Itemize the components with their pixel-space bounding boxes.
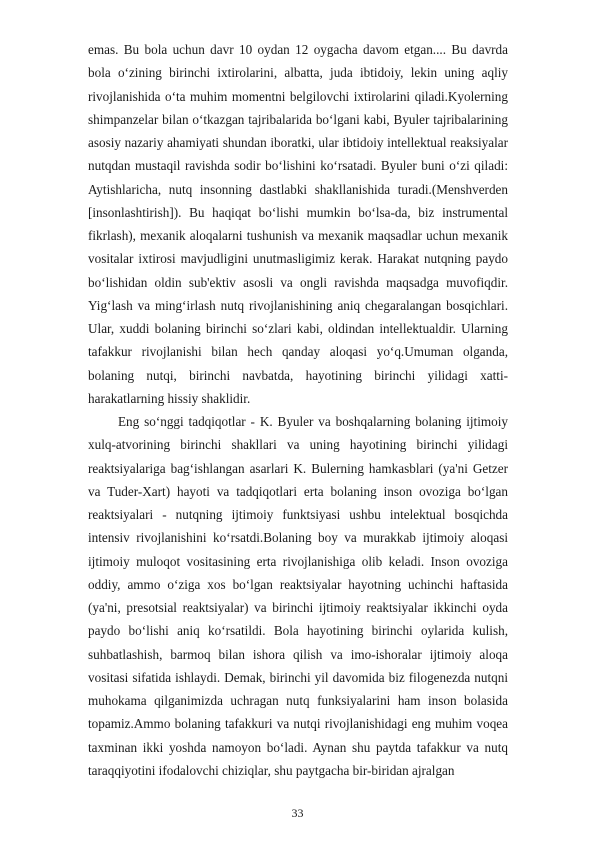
body-text [88, 38, 508, 782]
paragraph-continuation: emas. Bu bola uchun davr 10 oydan 12 oygacha davom etgan.... Bu davrda bola o‘zining birinchi ixtirolarini, albatta, juda ibtidoiy, lekin uning aqliy rivojlanishida o‘ta muhim momentni belgilovchi ixtirolarini qiladi.Kyolerning shimpanzelar bilan o‘tkazgan tajribalarida bo‘lgani kabi, Byuler tajribalarining asosiy nazariy ahamiyati shundan iboratki, ular ibtidoiy intellektual reaksiyalar nutqdan mustaqil ravishda sodir bo‘lishini ko‘rsatadi. Byuler buni o‘zi qiladi: Aytishlaricha, nutq insonning dastlabki shakllanishida turadi.(Menshverden [insonlashtirish]). Bu haqiqat bo‘lishi mumkin bo‘lsa-da, biz instrumental fikrlash), mexanik aloqalarni tushunish va mexanik maqsadlar uchun mexanik vositalar ixtirosi mavjudligini unutmasligimiz kerak. Harakat nutqning paydo bo‘lishidan oldin sub'ektiv asosli va ongli ravishda maqsadga muvofiqdir. Yig‘lash va ming‘irlash nutq rivojlanishining aniq chegaralangan bosqichlari. Ular, xuddi bolaning birinchi so‘zlari kabi, oldindan intellektualdir. Ularning tafakkur rivojlanishi bilan hech qanday aloqasi yo‘q.Umuman olganda, bolaning nutqi, birinchi navbatda, hayotining birinchi yilidagi xatti-harakatlarning hissiy shaklidir. [88, 42, 508, 406]
page-number: 33 [291, 806, 304, 820]
paragraph-research: Eng so‘nggi tadqiqotlar - K. Byuler va boshqalarning bolaning ijtimoiy xulq-atvorining birinchi shakllari va uning hayotining birinchi yilidagi reaktsiyalariga bag‘ishlangan asarlari K. Bulerning hamkasblari (ya'ni Getzer va Tuder-Xart) hayoti va tadqiqotlari erta bolaning inson ovoziga bo‘lgan reaktsiyalari - nutqning ijtimoiy funktsiyasi ushbu intelektual bosqichda intensiv rivojlanishini ko‘rsatdi.Bolaning boy va murakkab ijtimoiy aloqasi ijtimoiy muloqot vositasining erta rivojlanishiga olib keladi. Inson ovoziga oddiy, ammo o‘ziga xos bo‘lgan reaktsiyalar hayotning uchinchi haftasida (ya'ni, presotsial reaktsiyalar) va birinchi ijtimoiy reaktsiyalar ikkinchi oyda paydo bo‘lishi aniq ko‘rsatildi. Bola hayotining birinchi oylarida kulish, suhbatlashish, barmoq bilan ishora qilish va imo-ishoralar ijtimoiy aloqa vositasi sifatida ishlaydi. Demak, birinchi yil davomida biz filogenezda nutqni muhokama qilganimizda uchragan nutq funksiyalarini ham inson bolasida topamiz.Ammo bolaning tafakkuri va nutqi rivojlanishidagi eng muhim voqea taxminan ikki yoshda namoyon bo‘ladi. Aynan shu paytda tafakkur va nutq taraqqiyotini ifodalovchi chiziqlar, shu paytgacha bir-biridan ajralgan [88, 414, 508, 778]
